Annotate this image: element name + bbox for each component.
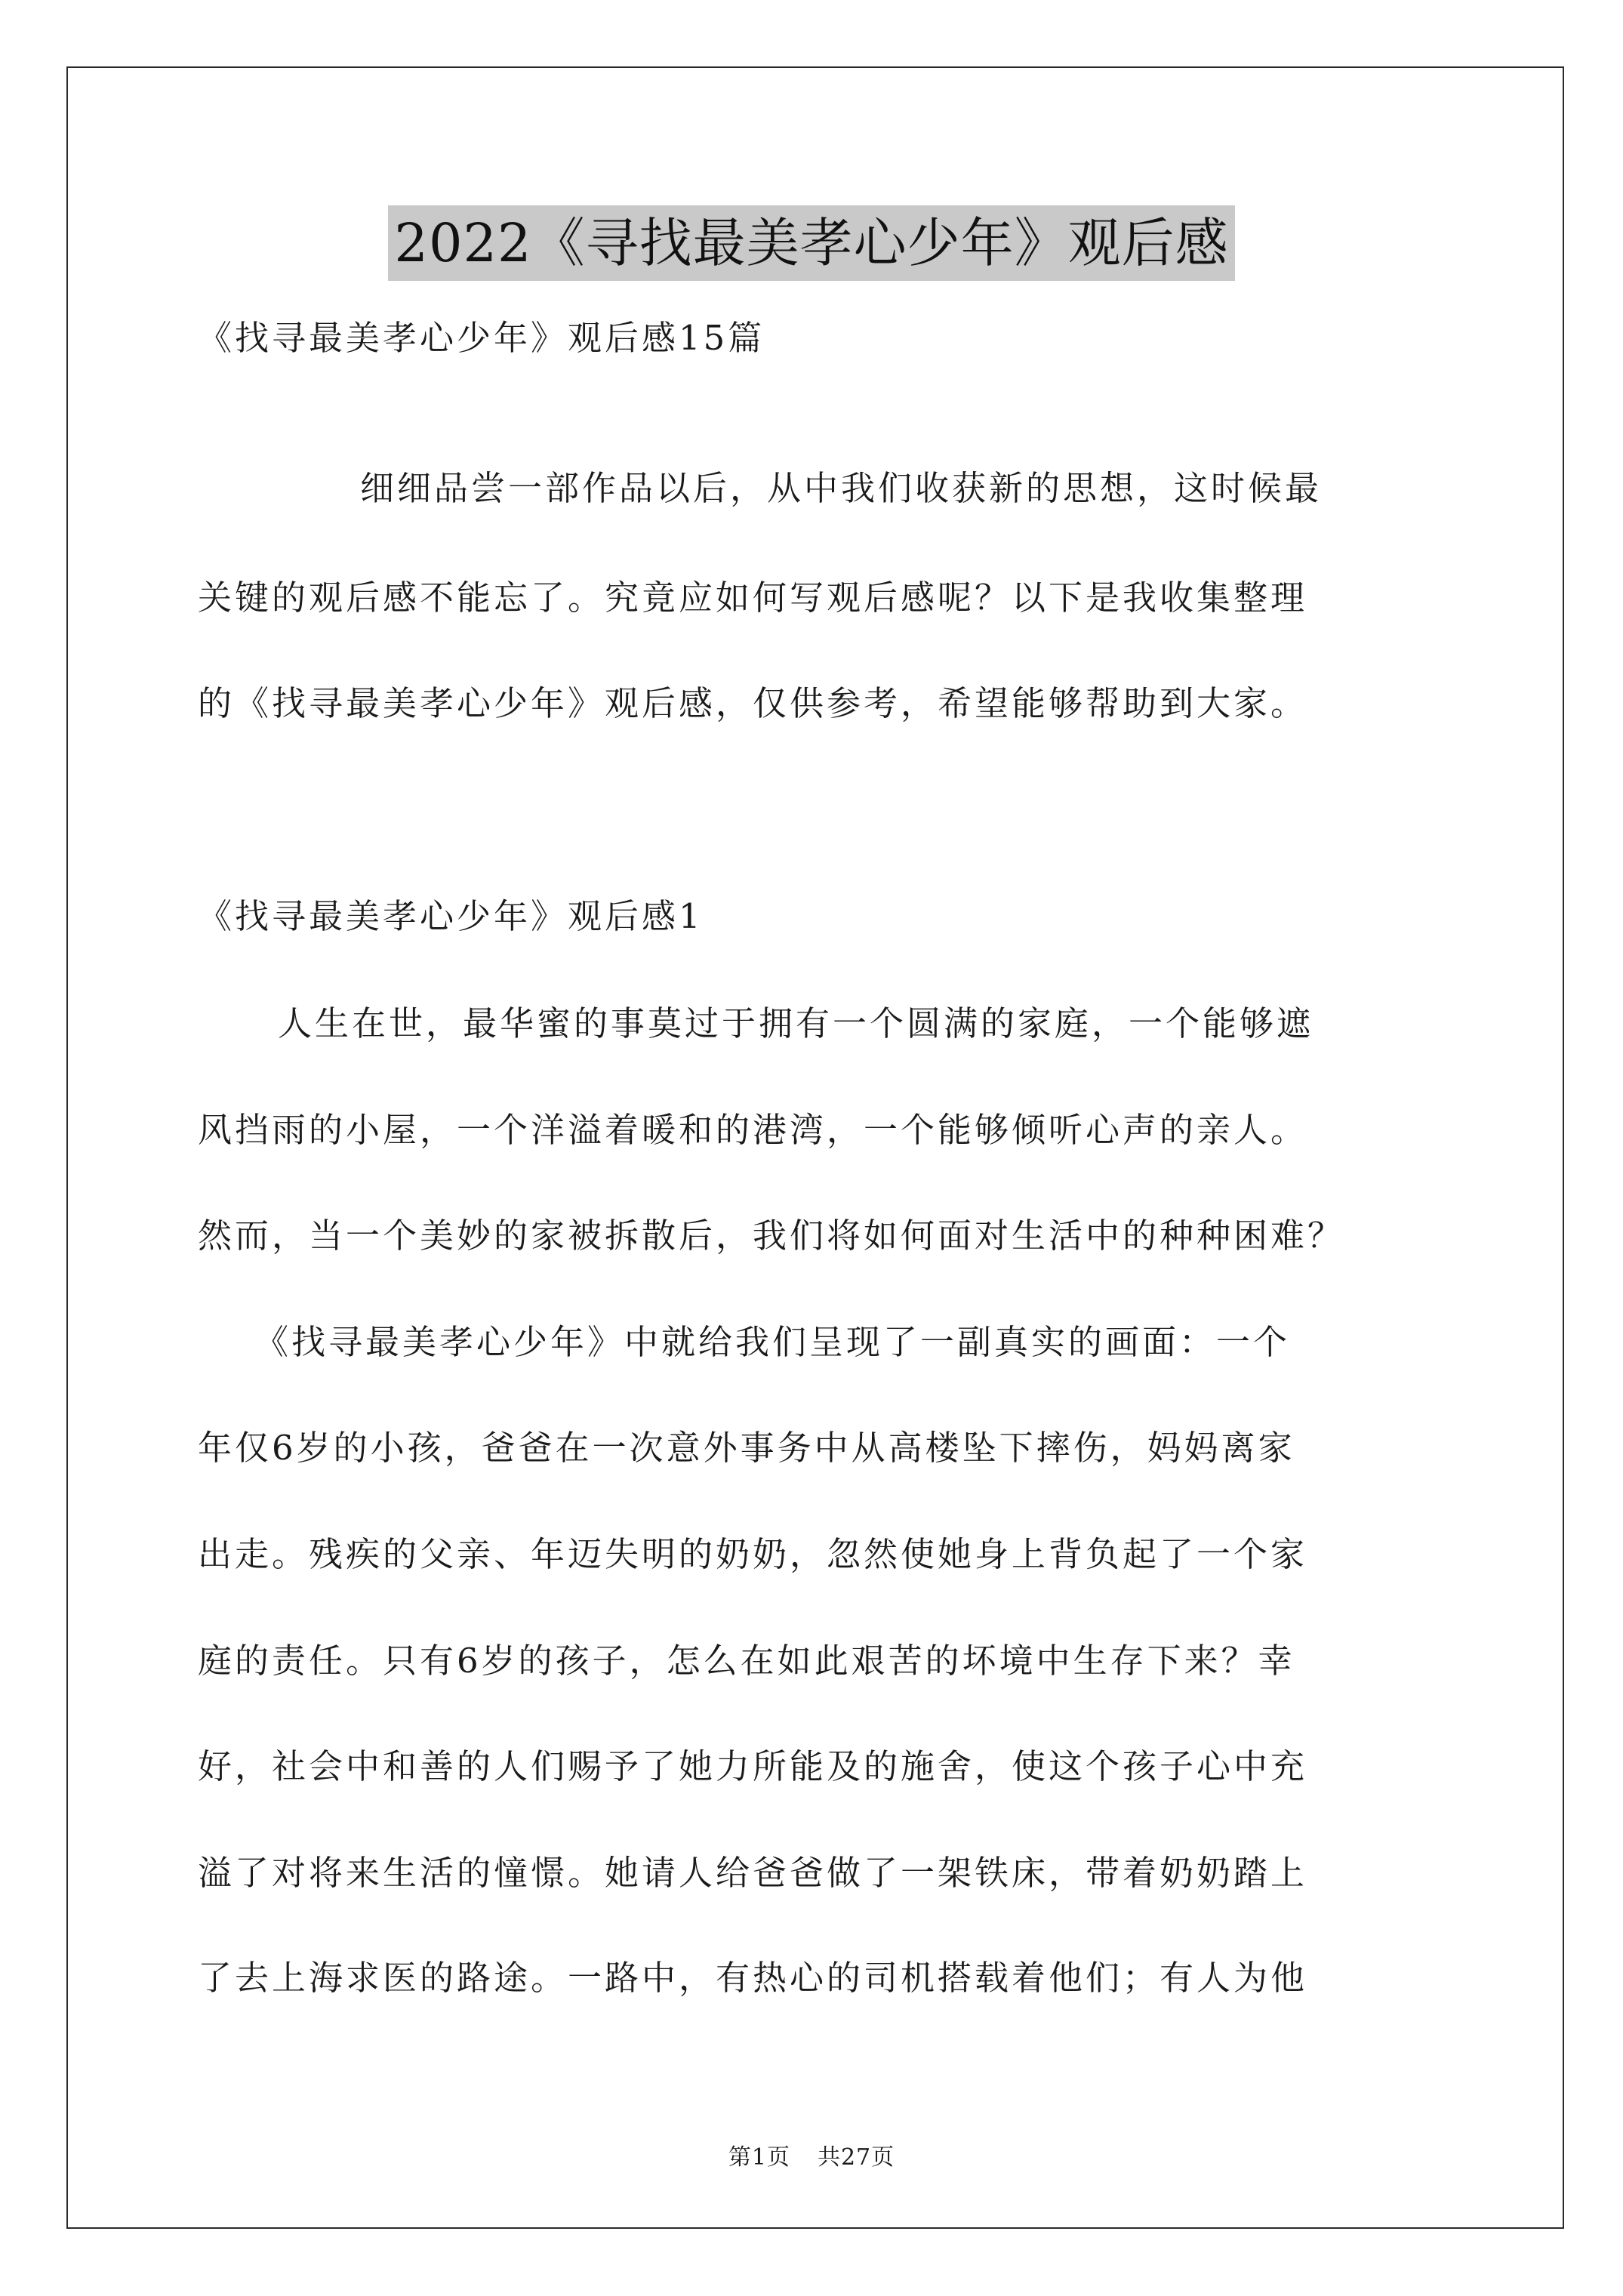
section-heading: 《找寻最美孝心少年》观后感1 <box>198 896 704 936</box>
body-line: 了去上海求医的路途。一路中，有热心的司机搭载着他们；有人为他 <box>198 1958 1308 1998</box>
page-number: 第1页 <box>728 2144 790 2171</box>
body-line: 《找寻最美孝心少年》中就给我们呈现了一副真实的画面：一个 <box>254 1322 1291 1362</box>
document-title: 2022《寻找最美孝心少年》观后感 <box>388 205 1234 281</box>
intro-line: 的《找寻最美孝心少年》观后感，仅供参考，希望能够帮助到大家。 <box>198 683 1308 723</box>
subtitle: 《找寻最美孝心少年》观后感15篇 <box>198 318 765 358</box>
body-line: 然而，当一个美妙的家被拆散后，我们将如何面对生活中的种种困难？ <box>198 1216 1345 1256</box>
body-line: 庭的责任。只有6岁的孩子，怎么在如此艰苦的坏境中生存下来？幸 <box>198 1641 1295 1681</box>
intro-line: 关键的观后感不能忘了。究竟应如何写观后感呢？以下是我收集整理 <box>198 578 1308 618</box>
body-line: 风挡雨的小屋，一个洋溢着暖和的港湾，一个能够倾听心声的亲人。 <box>198 1110 1308 1150</box>
body-line: 人生在世，最华蜜的事莫过于拥有一个圆满的家庭，一个能够遮 <box>278 1003 1314 1043</box>
page-footer <box>0 2143 1623 2173</box>
body-line: 溢了对将来生活的憧憬。她请人给爸爸做了一架铁床，带着奶奶踏上 <box>198 1853 1308 1893</box>
intro-line: 细细品尝一部作品以后，从中我们收获新的思想，这时候最 <box>360 468 1323 508</box>
title-container <box>0 205 1623 281</box>
body-line: 出走。残疾的父亲、年迈失明的奶奶，忽然使她身上背负起了一个家 <box>198 1534 1308 1574</box>
body-line: 年仅6岁的小孩，爸爸在一次意外事务中从高楼坠下摔伤，妈妈离家 <box>198 1428 1295 1468</box>
total-pages: 共27页 <box>817 2144 895 2171</box>
body-line: 好，社会中和善的人们赐予了她力所能及的施舍，使这个孩子心中充 <box>198 1746 1308 1786</box>
